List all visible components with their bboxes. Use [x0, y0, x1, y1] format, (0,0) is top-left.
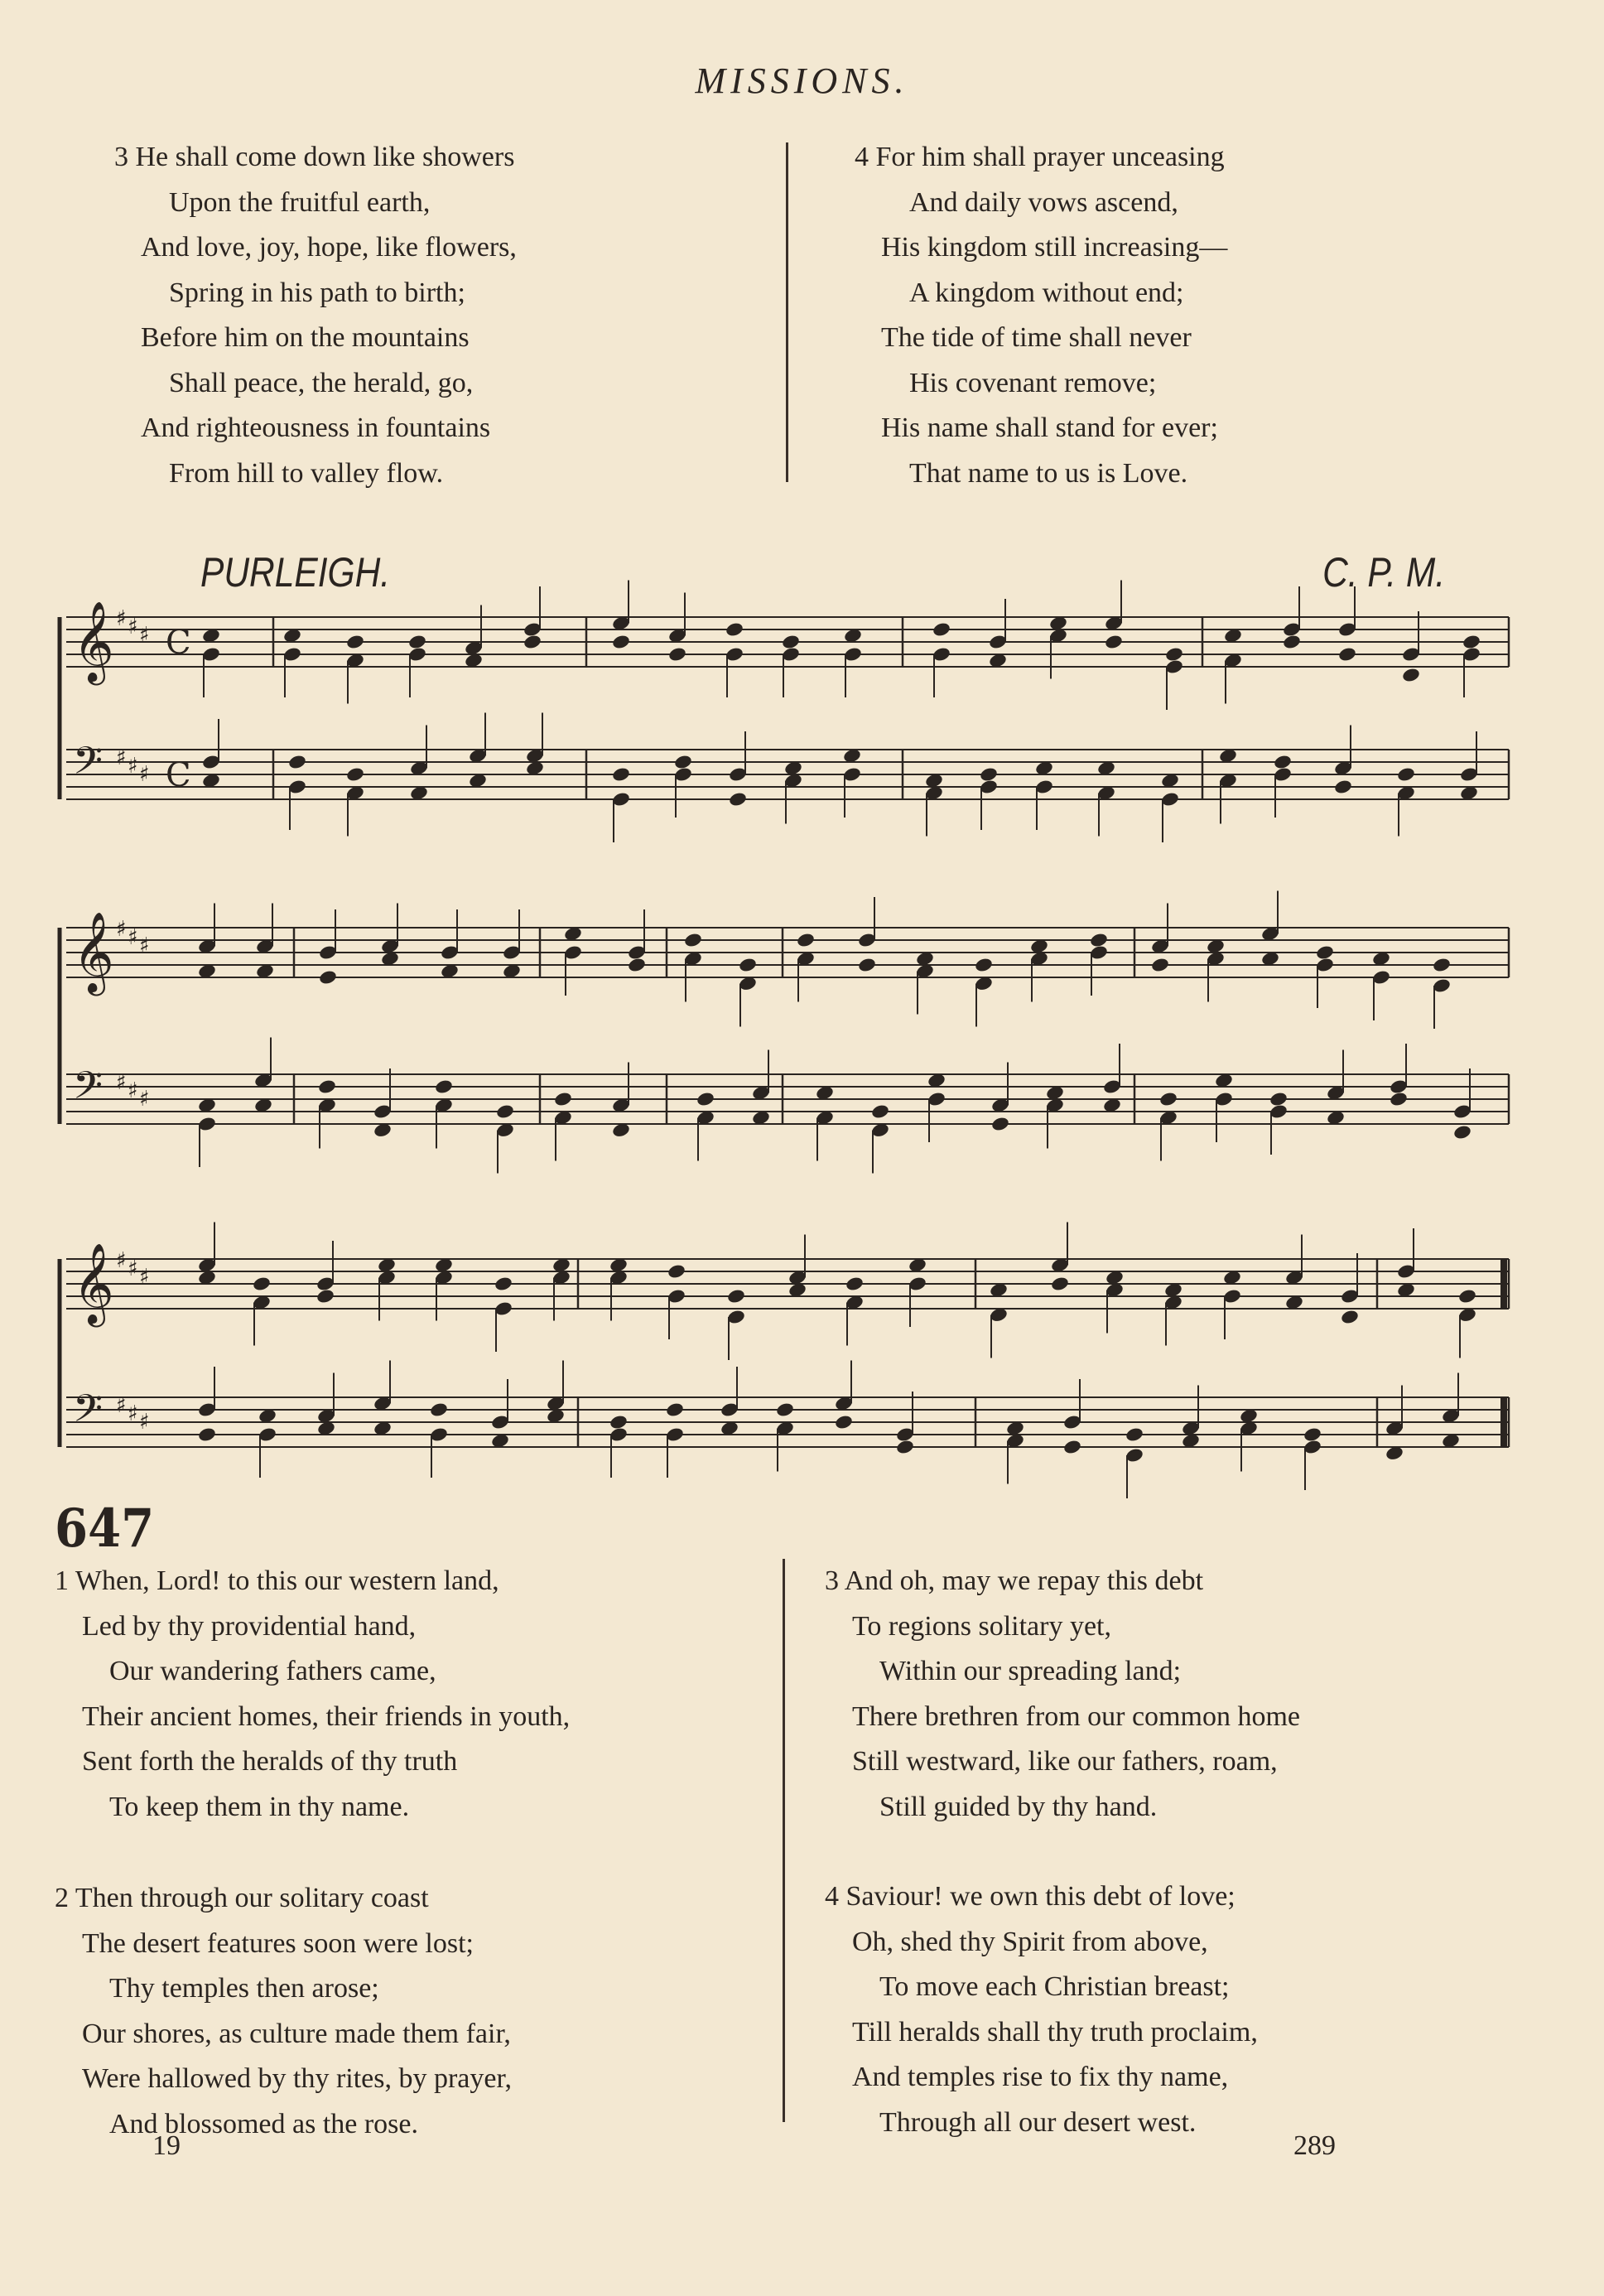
- stanza-1: [55, 1559, 570, 1830]
- stanza-line: To move each Christian breast;: [879, 1971, 1230, 2002]
- stanza-line: His covenant remove;: [909, 367, 1157, 398]
- stanza-line: Led by thy providential hand,: [82, 1610, 417, 1642]
- sharp-sign: ♯: [128, 1401, 138, 1426]
- note-head: [726, 1288, 746, 1305]
- stanza-line: A kingdom without end;: [909, 277, 1184, 308]
- stanza-line: And blossomed as the rose.: [109, 2108, 419, 2139]
- note-head: [1333, 779, 1353, 795]
- note-head: [895, 1439, 915, 1455]
- page-number: 289: [1293, 2130, 1336, 2161]
- stanza-line: 3 He shall come down like showers: [114, 142, 515, 172]
- note-head: [781, 634, 801, 650]
- note-head: [252, 1276, 272, 1292]
- stanza-line: 3 And oh, may we repay this debt: [825, 1565, 1204, 1596]
- note-head: [667, 1263, 686, 1280]
- note-head: [775, 1401, 795, 1418]
- note-head: [609, 1414, 629, 1430]
- sharp-sign: ♯: [116, 1248, 127, 1273]
- note-head: [1089, 932, 1109, 948]
- note-head: [673, 754, 693, 770]
- column-divider: [783, 1559, 785, 2122]
- note-head: [725, 621, 744, 638]
- note-head: [494, 1276, 513, 1292]
- treble-clef: 𝄞: [73, 911, 114, 992]
- note-head: [197, 1426, 217, 1443]
- note-head: [1164, 646, 1184, 663]
- note-head: [1104, 634, 1124, 650]
- stanza-line: Within our spreading land;: [879, 1656, 1182, 1686]
- treble-clef: 𝄞: [73, 1242, 114, 1324]
- stanza-line: Through all our desert west.: [879, 2106, 1197, 2138]
- stanza-line: And daily vows ascend,: [909, 186, 1178, 218]
- bass-clef: 𝄢: [73, 1387, 104, 1440]
- stanza-line: Our shores, as culture made them fair,: [82, 2018, 511, 2049]
- stanza-line: That name to us is Love.: [909, 457, 1188, 489]
- signature-mark: 19: [152, 2130, 181, 2161]
- note-head: [1462, 634, 1481, 650]
- stanza-4: [825, 1874, 1258, 2145]
- stanza-line: 4 Saviour! we own this debt of love;: [825, 1881, 1236, 1912]
- stanza-line: His kingdom still increasing—: [881, 232, 1228, 263]
- note-head: [1396, 766, 1416, 783]
- note-head: [495, 1103, 515, 1120]
- note-head: [523, 634, 542, 650]
- sharp-sign: ♯: [116, 1070, 127, 1095]
- sharp-sign: ♯: [139, 623, 150, 648]
- sharp-sign: ♯: [116, 606, 127, 631]
- final-bar: [1500, 1397, 1507, 1447]
- tune-meter: C. P. M.: [1322, 549, 1445, 596]
- stanza-line: There brethren from our common home: [852, 1700, 1300, 1732]
- note-head: [1050, 1276, 1070, 1292]
- note-head: [1269, 1091, 1288, 1107]
- column-divider: [786, 142, 788, 482]
- stanza-line: Their ancient homes, their friends in youth,: [82, 1700, 571, 1732]
- stanza-line: Shall peace, the herald, go,: [169, 367, 474, 398]
- note-head: [1457, 1288, 1477, 1305]
- stanza-line: The tide of time shall never: [881, 322, 1192, 353]
- note-head: [1401, 667, 1421, 683]
- sharp-sign: ♯: [139, 1087, 150, 1112]
- note-head: [1273, 754, 1293, 770]
- stanza-line: Till heralds shall thy truth proclaim,: [852, 2016, 1258, 2048]
- treble-clef: 𝄞: [73, 601, 114, 682]
- stanza-line: Our wandering fathers came,: [109, 1656, 436, 1686]
- tune-name: PURLEIGH.: [200, 549, 391, 596]
- note-head: [845, 1276, 865, 1292]
- bass-clef: 𝄢: [73, 739, 104, 793]
- sharp-sign: ♯: [139, 933, 150, 958]
- note-head: [318, 969, 338, 986]
- stanza-line: 1 When, Lord! to this our western land,: [55, 1565, 499, 1596]
- sharp-sign: ♯: [128, 615, 138, 639]
- stanza-line: And love, joy, hope, like flowers,: [141, 232, 517, 263]
- sharp-sign: ♯: [128, 925, 138, 950]
- note-head: [990, 1116, 1010, 1132]
- note-head: [796, 932, 816, 948]
- note-head: [407, 634, 427, 650]
- sharp-sign: ♯: [128, 1257, 138, 1281]
- stanza-line: Still guided by thy hand.: [879, 1791, 1158, 1822]
- note-head: [1452, 1124, 1472, 1141]
- note-head: [1150, 957, 1170, 973]
- note-head: [857, 957, 877, 973]
- note-head: [429, 1401, 449, 1418]
- note-head: [1315, 944, 1335, 961]
- stanza-line: And temples rise to fix thy name,: [852, 2062, 1229, 2092]
- bass-clef: 𝄢: [73, 1064, 104, 1117]
- stanza-top-left: [114, 135, 517, 496]
- note-head: [287, 754, 307, 770]
- page-header-title: MISSIONS.: [695, 60, 909, 101]
- sharp-sign: ♯: [139, 1265, 150, 1290]
- note-head: [834, 1414, 854, 1430]
- stanza-2: [55, 1876, 512, 2147]
- note-head: [1337, 646, 1357, 663]
- note-head: [345, 634, 365, 650]
- note-head: [611, 634, 631, 650]
- stanza-line: Oh, shed thy Spirit from above,: [852, 1926, 1208, 1957]
- note-head: [1062, 1439, 1082, 1455]
- stanza-3: [825, 1559, 1300, 1830]
- stanza-line: The desert features soon were lost;: [82, 1927, 474, 1959]
- stanza-line: 2 Then through our solitary coast: [55, 1883, 429, 1913]
- note-head: [1282, 634, 1302, 650]
- stanza-line: And righteousness in fountains: [141, 412, 491, 443]
- music-score: [0, 580, 1604, 1516]
- common-time: C: [166, 624, 191, 662]
- sharp-sign: ♯: [116, 745, 127, 770]
- note-head: [979, 766, 999, 783]
- stanza-line: To regions solitary yet,: [852, 1610, 1112, 1642]
- note-head: [553, 1091, 573, 1107]
- stanza-line: Sent forth the heralds of thy truth: [82, 1746, 458, 1777]
- note-head: [870, 1103, 890, 1120]
- note-head: [1389, 1091, 1409, 1107]
- note-head: [1340, 1309, 1360, 1325]
- stanza-line: Still westward, like our fathers, roam,: [852, 1746, 1278, 1777]
- note-head: [345, 766, 365, 783]
- stanza-line: His name shall stand for ever;: [881, 412, 1218, 443]
- stanza-line: 4 For him shall prayer unceasing: [855, 142, 1225, 172]
- sharp-sign: ♯: [139, 762, 150, 787]
- note-head: [317, 1078, 337, 1095]
- note-head: [611, 766, 631, 783]
- sharp-sign: ♯: [139, 1410, 150, 1435]
- stanza-line: From hill to valley flow.: [169, 457, 444, 489]
- final-bar: [1500, 1259, 1507, 1309]
- note-head: [974, 957, 994, 973]
- note-head: [1303, 1426, 1322, 1443]
- common-time: C: [166, 756, 191, 794]
- stanza-line: Thy temples then arose;: [109, 1973, 379, 2004]
- note-head: [696, 1091, 715, 1107]
- stanza-line: Upon the fruitful earth,: [169, 186, 431, 218]
- note-head: [1158, 1091, 1178, 1107]
- note-head: [738, 957, 758, 973]
- sharp-sign: ♯: [128, 754, 138, 779]
- note-head: [728, 791, 748, 808]
- note-head: [434, 1078, 454, 1095]
- stanza-top-right: [855, 135, 1227, 496]
- note-head: [667, 646, 687, 663]
- sharp-sign: ♯: [128, 1078, 138, 1103]
- note-head: [665, 1401, 685, 1418]
- stanza-line: To keep them in thy name.: [109, 1791, 410, 1822]
- sharp-sign: ♯: [116, 917, 127, 942]
- note-head: [683, 932, 703, 948]
- note-head: [1125, 1426, 1144, 1443]
- note-head: [627, 957, 647, 973]
- stanza-line: Were hallowed by thy rites, by prayer,: [82, 2063, 512, 2094]
- note-head: [932, 621, 951, 638]
- note-head: [316, 1288, 335, 1305]
- hymn-number: 647: [55, 1498, 155, 1560]
- note-head: [1432, 957, 1452, 973]
- sharp-sign: ♯: [116, 1393, 127, 1418]
- stanza-line: Before him on the mountains: [141, 322, 470, 353]
- stanza-line: Spring in his path to birth;: [169, 277, 465, 308]
